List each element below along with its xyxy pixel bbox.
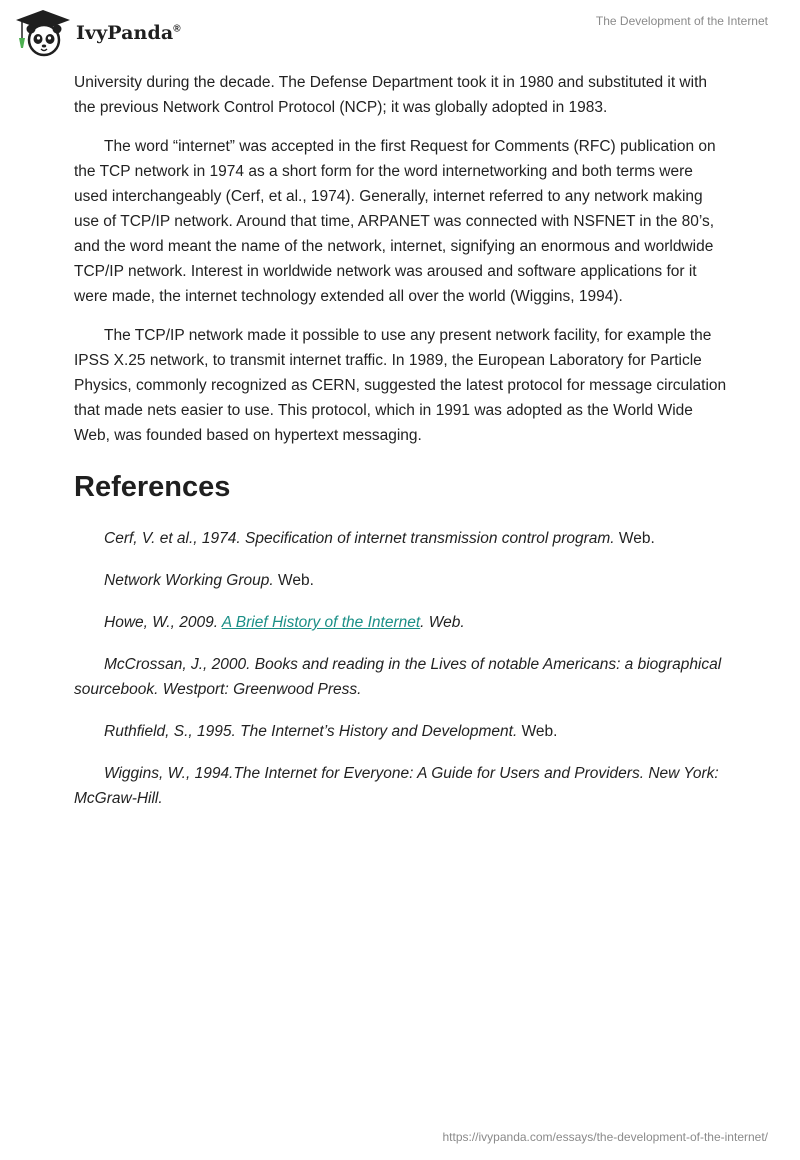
references-heading: References [74, 471, 231, 503]
brand-name: IvyPanda® [76, 22, 181, 44]
page-header [0, 0, 800, 70]
reference-citation: Cerf, V. et al., 1974. Specification of internet transmission control program. [104, 530, 615, 547]
ivypanda-logo[interactable] [14, 8, 181, 58]
reference-item [74, 719, 730, 744]
reference-citation: Howe, W., 2009. [104, 614, 222, 631]
reference-suffix: Web. [614, 530, 655, 547]
essay-content [74, 70, 730, 828]
reference-suffix: . Web. [420, 614, 465, 631]
reference-item [74, 526, 730, 551]
reference-suffix: Web. [517, 723, 558, 740]
body-paragraph: The word “internet” was accepted in the first Request for Comments (RFC) publication on the TCP network in 1974 as a short form for the word internetworking and both terms were used interchangeably (Cerf, et al., 1974). Generally, internet referred to any network making use of TCP/IP network. Around that time, ARPANET was connected with NSFNET in the 80’s, and the word meant the name of the network, internet, signifying an enormous and worldwide TCP/IP network. Interest in worldwide network was aroused and software applications for it were made, the internet technology extended all over the world (Wiggins, 1994). [74, 138, 716, 305]
reference-suffix: Web. [273, 572, 314, 589]
page-url[interactable]: https://ivypanda.com/essays/the-development-of-the-internet/ [442, 1130, 768, 1144]
reference-citation: McCrossan, J., 2000. Books and reading in the Lives of notable Americans: a biographical sourcebook. Westport: Greenwood Press. [74, 656, 722, 698]
reference-link[interactable]: A Brief History of the Internet [221, 614, 421, 631]
reference-item [74, 652, 730, 702]
reference-item [74, 610, 730, 635]
reference-item [74, 568, 730, 593]
document-title: The Development of the Internet [595, 14, 768, 28]
body-paragraph: The TCP/IP network made it possible to use any present network facility, for example the IPSS X.25 network, to transmit internet traffic. In 1989, the European Laboratory for Particle Physics, commonly recognized as CERN, suggested the latest protocol for message circulation that made nets easier to use. This protocol, which in 1991 was adopted as the World Wide Web, was founded based on hypertext messaging. [74, 327, 727, 444]
reference-citation: Ruthfield, S., 1995. The Internet’s History and Development. [104, 723, 518, 740]
reference-citation: Wiggins, W., 1994.The Internet for Everyone: A Guide for Users and Providers. New York: McGraw-Hill. [74, 765, 719, 807]
panda-logo-icon [14, 8, 72, 58]
reference-citation: Network Working Group. [104, 572, 274, 589]
body-paragraph: University during the decade. The Defense Department took it in 1980 and substituted it with the previous Network Control Protocol (NCP); it was globally adopted in 1983. [74, 74, 707, 116]
reference-item [74, 761, 730, 811]
